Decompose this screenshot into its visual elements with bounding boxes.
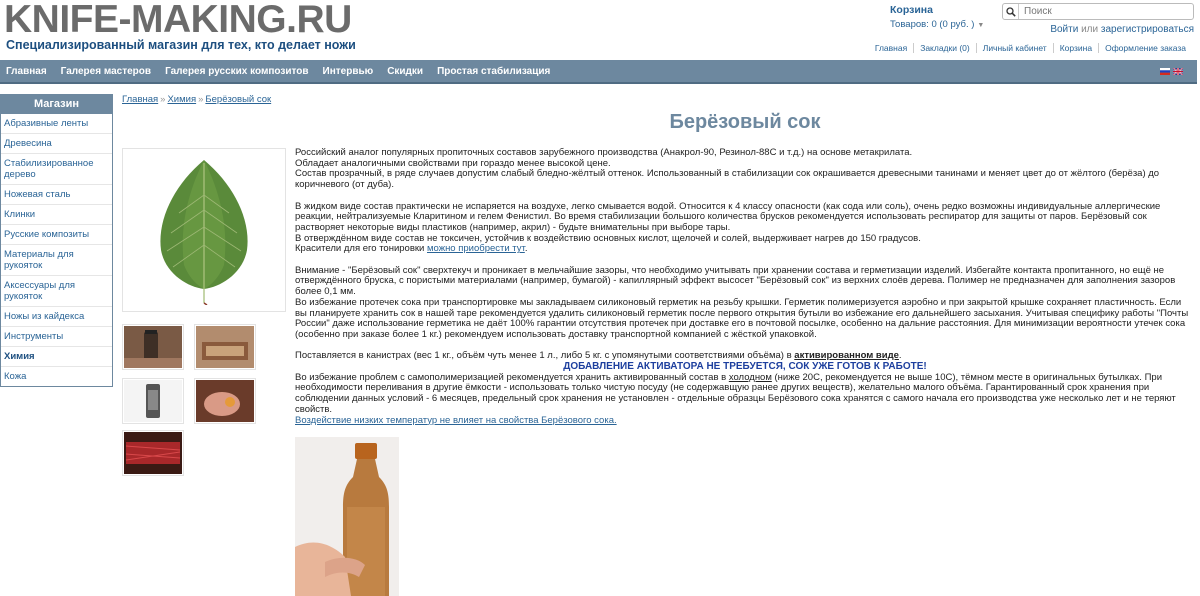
sidebar-item-stabilized-wood[interactable]: Стабилизированное дерево [1,154,112,185]
top-links [869,43,1192,53]
nav-home[interactable]: Главная [6,65,47,77]
product-thumbnail[interactable] [122,324,184,370]
sidebar-item-chemistry[interactable]: Химия [1,347,112,367]
description-text: В жидком виде состав практически не испаряется на воздухе, легко смывается водой. Относится к 4 классу опасности (как сода или соль), очень редко возможны индивидуальные аллергические реакции, нейтрализуемые Кларитином и гелем Фенистил. Во время стабилизации большого количества брусков рекомендуется использовать респиратор для защиты от паров. Берёзовый сок растворяет некоторые виды пластиков (например, акрил) - будьте внимательны при выборе тары. [295,200,1161,233]
birch-leaf-icon [149,155,259,305]
description-text: Во избежание протечек сока при транспортировке мы закладываем силиконовый герметик на резьбу крышки. Герметик полимеризуется аэробно и при закрытой крышке сохраняет пластичность. Если вы планируете хранить сок в нашей таре рекомендуется удалить силиконовый герметик после первого открытия бутыли во избежание его дальнейшего засыхания. Учитывая специфику работы "Почты России" даже использование герметика не даёт 100% гарантии отсутствия протечек при доставке его в почтовой посылке, особенно на дальние расстояния. Для минимизации вероятности утечек сока (особенно при заказе более 1 кг.) рекомендуем использовать доставку транспортной компанией с жёсткой упаковкой. [295,296,1189,340]
cart-widget[interactable] [890,4,984,30]
nav-stabilization[interactable]: Простая стабилизация [437,65,551,77]
description-text: (ниже 20С, рекомендуется не выше 10С), тёмном месте в оригинальных бутылках. При необходимости переливания в другие ёмкости - использовать только чистую посуду (не содержавщую ранее других веществ), желательно малого объёма. Гарантированный срок хранения при соблюдении данных условий - 6 месяцев, предельный срок хранения не установлен - отдельные образцы Берёзового сока хранятся с самого начала его производства уже несколько лет и не теряют свойств. [295,371,1176,415]
header [0,0,1200,58]
product-description [295,148,1195,426]
breadcrumb-current[interactable]: Берёзовый сок [205,94,272,105]
top-link-home[interactable]: Главная [874,43,908,53]
description-text [295,373,1195,416]
product-main-image[interactable] [122,148,286,312]
nav-interviews[interactable]: Интервью [322,65,374,77]
chevron-down-icon: ▼ [977,22,985,29]
breadcrumb-separator: » [198,94,204,105]
auth-or: или [1081,24,1099,35]
sidebar-title: Магазин [1,94,112,114]
sidebar-item-knife-steel[interactable]: Ножевая сталь [1,185,112,205]
top-link-checkout[interactable]: Оформление заказа [1098,43,1192,53]
sidebar-item-blades[interactable]: Клинки [1,205,112,225]
search-icon[interactable] [1003,4,1019,19]
breadcrumb-separator: » [160,94,166,105]
auth-links [1050,24,1194,35]
description-text: В отверждённом виде состав не токсичен, устойчив к воздействию основных кислот, щелочей и солей, выдерживает нагрев до 150 градусов. [295,232,921,244]
breadcrumb [122,94,271,105]
site-logo[interactable]: KNIFE-MAKING.RU [4,0,352,41]
search-box [1002,3,1194,20]
site-tagline: Специализированный магазин для тех, кто делает ножи [6,38,356,52]
description-text: Внимание - "Берёзовый сок" сверхтекуч и проникает в мельчайшие зазоры, что необходимо учитывать при хранении состава и герметизации изделий. Избегайте контакта пропитанного, но ещё не отверждённого бруска, с пористыми материалами (например, бумагой) - капиллярный эффект высосет "Берёзовый сок" из верхних слоёв дерева. Полимер не предназначен для заполнения зазоров более 0,1 мм. [295,264,1176,298]
description-text: Красители для его тонировки можно приобрести тут. [295,243,528,255]
cart-summary-text: Товаров: 0 (0 руб. ) [890,19,975,30]
top-link-bookmarks[interactable]: Закладки (0) [913,43,976,53]
description-text: Поставляется в канистрах (вес 1 кг., объём чуть менее 1 л., либо 5 кг. с упомянутыми соответствиями объёма) в [295,350,792,362]
sidebar-item-wood[interactable]: Древесина [1,134,112,154]
product-thumbnail[interactable] [194,324,256,370]
description-text: Обладает аналогичными свойствами при гораздо менее высокой цене. [295,157,611,169]
flag-uk-icon[interactable] [1173,68,1183,75]
product-thumbnail[interactable] [122,378,184,424]
page-title: Берёзовый сок [669,111,821,133]
shop-sidebar [0,94,113,387]
cart-summary[interactable] [890,19,984,30]
language-switcher [1160,68,1183,75]
nav-masters-gallery[interactable]: Галерея мастеров [60,65,152,77]
sidebar-item-russian-composites[interactable]: Русские композиты [1,225,112,245]
nav-composites-gallery[interactable]: Галерея русских композитов [165,65,309,77]
sidebar-item-leather[interactable]: Кожа [4,371,27,382]
cold-text: холодном [728,371,772,383]
sidebar-item-tools[interactable]: Инструменты [1,327,112,347]
description-text: Состав прозрачный, в ряде случаев допустим слабый бледно-жёлтый оттенок. Использованный в стабилизации сок окрашивается древесными танинами и меняет цвет до от жёлтого (берёза) до коричневого (от дуба). [295,168,1160,191]
description-text: Поставляется в канистрах (вес 1 кг., объём чуть менее 1 л., либо 5 кг. с упомянутыми соответствиями объёма) в активированном виде. [295,350,902,362]
description-text: Во избежание проблем с самополимеризацией рекомендуется хранить активированный состав в [295,371,727,383]
top-link-cart[interactable]: Корзина [1053,43,1098,53]
low-temperature-link[interactable]: Воздействие низких температур не влияет на свойства Берёзового сока. [295,414,617,426]
main-nav [0,60,1197,84]
cart-title[interactable]: Корзина [890,4,933,16]
product-thumbnail[interactable] [122,430,184,476]
top-link-account[interactable]: Личный кабинет [976,43,1053,53]
product-bottle-photo[interactable] [295,437,399,596]
breadcrumb-home[interactable]: Главная [122,94,159,105]
description-text: Красители для его тонировки [295,243,425,255]
sidebar-item-abrasive-belts[interactable]: Абразивные ленты [1,114,112,134]
activator-notice: ДОБАВЛЕНИЕ АКТИВАТОРА НЕ ТРЕБУЕТСЯ, СОК УЖЕ ГОТОВ К РАБОТЕ! [563,361,927,373]
nav-discounts[interactable]: Скидки [387,65,424,77]
description-text: Российский аналог популярных пропиточных составов зарубежного производства (Анакрол-90, Резинол-88С и т.д.) на основе метакрилата. [295,147,913,158]
sidebar-item-handle-accessories[interactable]: Аксессуары для рукояток [1,276,112,307]
breadcrumb-chemistry[interactable]: Химия [167,94,197,105]
sidebar-item-kydex-sheaths[interactable]: Ножы из кайдекса [1,307,112,327]
register-link[interactable]: зарегистрироваться [1100,24,1194,35]
login-link[interactable]: Войти [1050,24,1079,35]
dyes-link[interactable]: можно приобрести тут [427,243,525,255]
search-input[interactable] [1019,6,1189,17]
activated-form-text: активированном виде [794,350,899,362]
flag-ru-icon[interactable] [1160,68,1170,75]
product-thumbnail[interactable] [194,378,256,424]
sidebar-item-handle-materials[interactable]: Материалы для рукояток [1,245,112,276]
